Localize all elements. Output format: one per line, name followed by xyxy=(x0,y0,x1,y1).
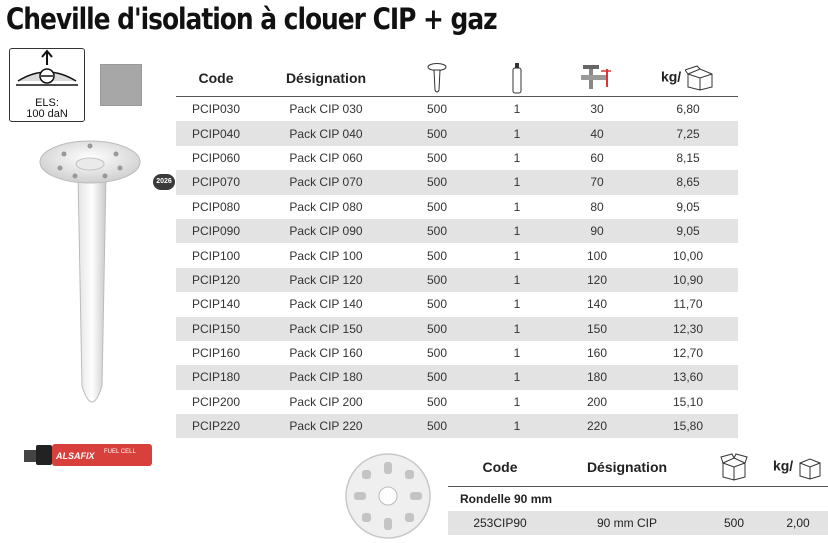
cell-quantity: 500 xyxy=(426,199,448,214)
cell-kg: 10,90 xyxy=(638,268,738,292)
insulation-thickness-icon xyxy=(577,63,617,93)
washer-table xyxy=(448,448,828,535)
cell-length: 150 xyxy=(556,317,638,341)
table-row xyxy=(176,268,738,292)
cell-gas: 1 xyxy=(513,199,521,214)
cell-code: PCIP140 xyxy=(191,297,241,312)
cell-quantity: 500 xyxy=(396,414,478,438)
els-load-box xyxy=(9,48,85,122)
washer-group-row xyxy=(448,487,828,512)
cell-gas: 1 xyxy=(513,248,521,263)
box-icon xyxy=(685,65,715,91)
washer-header-code: Code xyxy=(482,459,518,475)
cell-gas: 1 xyxy=(478,365,556,389)
cell-code: PCIP040 xyxy=(176,121,256,145)
cell-kg: 13,60 xyxy=(638,365,738,389)
gas-product: FUEL CELL xyxy=(104,449,136,455)
concrete-substrate-swatch xyxy=(100,64,142,106)
cell-designation: Pack CIP 100 xyxy=(289,248,363,263)
cell-designation: Pack CIP 200 xyxy=(289,394,363,409)
cell-kg: 9,05 xyxy=(676,199,700,214)
els-value: 100 daN xyxy=(26,108,68,120)
cell-code: PCIP120 xyxy=(176,268,256,292)
washer-code: 253CIP90 xyxy=(448,511,552,535)
cell-designation: Pack CIP 220 xyxy=(256,414,396,438)
cell-length: 40 xyxy=(556,121,638,145)
cell-length: 90 xyxy=(556,219,638,243)
washer-header-kg xyxy=(766,448,828,487)
cell-quantity: 500 xyxy=(426,150,448,165)
cell-kg: 6,80 xyxy=(676,102,700,117)
cell-code: PCIP100 xyxy=(191,248,241,263)
cell-gas: 1 xyxy=(513,346,521,361)
cell-quantity: 500 xyxy=(396,121,478,145)
table-row xyxy=(448,511,828,535)
cell-code: PCIP150 xyxy=(176,317,256,341)
washer-designation: 90 mm CIP xyxy=(552,511,702,535)
cell-code: PCIP220 xyxy=(176,414,256,438)
cell-gas: 1 xyxy=(478,317,556,341)
cell-kg: 15,80 xyxy=(638,414,738,438)
cell-designation: Pack CIP 030 xyxy=(289,102,363,117)
cell-code: PCIP160 xyxy=(191,346,241,361)
table-row xyxy=(176,317,738,341)
header-designation: Désignation xyxy=(285,70,367,86)
cell-gas: 1 xyxy=(478,121,556,145)
table-row xyxy=(176,195,738,219)
washer-group-label: Rondelle 90 mm xyxy=(460,492,553,506)
table-row xyxy=(176,414,738,438)
cell-code: PCIP070 xyxy=(176,170,256,194)
cell-code: PCIP180 xyxy=(176,365,256,389)
cell-designation: Pack CIP 150 xyxy=(256,317,396,341)
new-2026-badge: 2026 xyxy=(153,174,175,190)
cell-code: PCIP080 xyxy=(191,199,241,214)
cell-length: 200 xyxy=(586,394,608,409)
cell-designation: Pack CIP 080 xyxy=(289,199,363,214)
cell-quantity: 500 xyxy=(426,346,448,361)
cell-designation: Pack CIP 040 xyxy=(256,121,396,145)
els-label-text: ELS: xyxy=(35,97,59,109)
cell-quantity: 500 xyxy=(396,317,478,341)
cell-quantity: 500 xyxy=(396,268,478,292)
header-gas xyxy=(478,60,556,97)
cell-code: PCIP030 xyxy=(191,102,241,117)
washer-kg: 2,00 xyxy=(766,511,828,535)
cell-gas: 1 xyxy=(478,414,556,438)
cell-designation: Pack CIP 060 xyxy=(289,150,363,165)
cell-quantity: 500 xyxy=(426,297,448,312)
cell-designation: Pack CIP 160 xyxy=(289,346,363,361)
washer-disc-image xyxy=(340,452,436,540)
cell-code: PCIP090 xyxy=(176,219,256,243)
plug-table xyxy=(176,60,738,438)
cell-quantity: 500 xyxy=(396,170,478,194)
cell-length: 80 xyxy=(590,199,604,214)
washer-quantity: 500 xyxy=(702,511,766,535)
insulation-plug-image xyxy=(30,136,150,418)
cell-length: 220 xyxy=(556,414,638,438)
washer-header-designation: Désignation xyxy=(586,459,668,475)
box-icon xyxy=(797,454,823,480)
cell-kg: 7,25 xyxy=(638,121,738,145)
cell-quantity: 500 xyxy=(426,394,448,409)
cell-designation: Pack CIP 070 xyxy=(256,170,396,194)
cell-quantity: 500 xyxy=(396,219,478,243)
header-length xyxy=(556,60,638,97)
box-icon xyxy=(720,453,748,481)
washer-header-quantity xyxy=(702,448,766,487)
table-row xyxy=(176,292,738,316)
cell-length: 30 xyxy=(590,102,604,117)
cell-gas: 1 xyxy=(513,150,521,165)
els-label xyxy=(10,98,84,120)
cell-length: 120 xyxy=(556,268,638,292)
washer-header-kg-label: kg/ xyxy=(772,457,794,474)
cell-gas: 1 xyxy=(513,102,521,117)
table-row xyxy=(176,219,738,243)
table-row xyxy=(176,121,738,145)
cell-designation: Pack CIP 090 xyxy=(256,219,396,243)
page-title: Cheville d'isolation à clouer CIP + gaz xyxy=(6,2,497,36)
cell-gas: 1 xyxy=(513,297,521,312)
table-row xyxy=(176,146,738,170)
cell-gas: 1 xyxy=(478,268,556,292)
load-anchor-icon xyxy=(10,49,84,97)
table-row xyxy=(176,390,738,414)
cell-code: PCIP200 xyxy=(191,394,241,409)
cell-designation: Pack CIP 180 xyxy=(256,365,396,389)
cell-length: 100 xyxy=(586,248,608,263)
table-row xyxy=(176,170,738,194)
cell-gas: 1 xyxy=(478,219,556,243)
gas-cartridge-icon xyxy=(510,62,524,94)
cell-quantity: 500 xyxy=(426,102,448,117)
cell-length: 60 xyxy=(590,150,604,165)
cell-kg: 15,10 xyxy=(672,394,704,409)
washer-header-row xyxy=(448,448,828,487)
cell-kg: 8,65 xyxy=(638,170,738,194)
cell-gas: 1 xyxy=(513,394,521,409)
cell-length: 70 xyxy=(556,170,638,194)
cell-designation: Pack CIP 140 xyxy=(289,297,363,312)
cell-code: PCIP060 xyxy=(191,150,241,165)
cell-quantity: 500 xyxy=(396,365,478,389)
gas-brand: ALSAFIX xyxy=(56,451,95,461)
cell-quantity: 500 xyxy=(426,248,448,263)
cell-length: 160 xyxy=(586,346,608,361)
cell-kg: 11,70 xyxy=(673,297,703,312)
table-row xyxy=(176,365,738,389)
table-row xyxy=(176,243,738,267)
table-header-row xyxy=(176,60,738,97)
table-row xyxy=(176,97,738,122)
gas-cartridge-image xyxy=(24,442,154,468)
plug-icon xyxy=(426,62,448,94)
cell-kg: 12,70 xyxy=(672,346,704,361)
cell-kg: 9,05 xyxy=(638,219,738,243)
cell-kg: 12,30 xyxy=(638,317,738,341)
header-kg-label: kg/ xyxy=(660,68,682,85)
cell-length: 180 xyxy=(556,365,638,389)
header-kg xyxy=(638,60,738,97)
cell-designation: Pack CIP 120 xyxy=(256,268,396,292)
cell-kg: 8,15 xyxy=(676,150,700,165)
table-row xyxy=(176,341,738,365)
header-code: Code xyxy=(198,70,234,86)
cell-length: 140 xyxy=(586,297,608,312)
cell-kg: 10,00 xyxy=(672,248,704,263)
cell-gas: 1 xyxy=(478,170,556,194)
header-quantity xyxy=(396,60,478,97)
